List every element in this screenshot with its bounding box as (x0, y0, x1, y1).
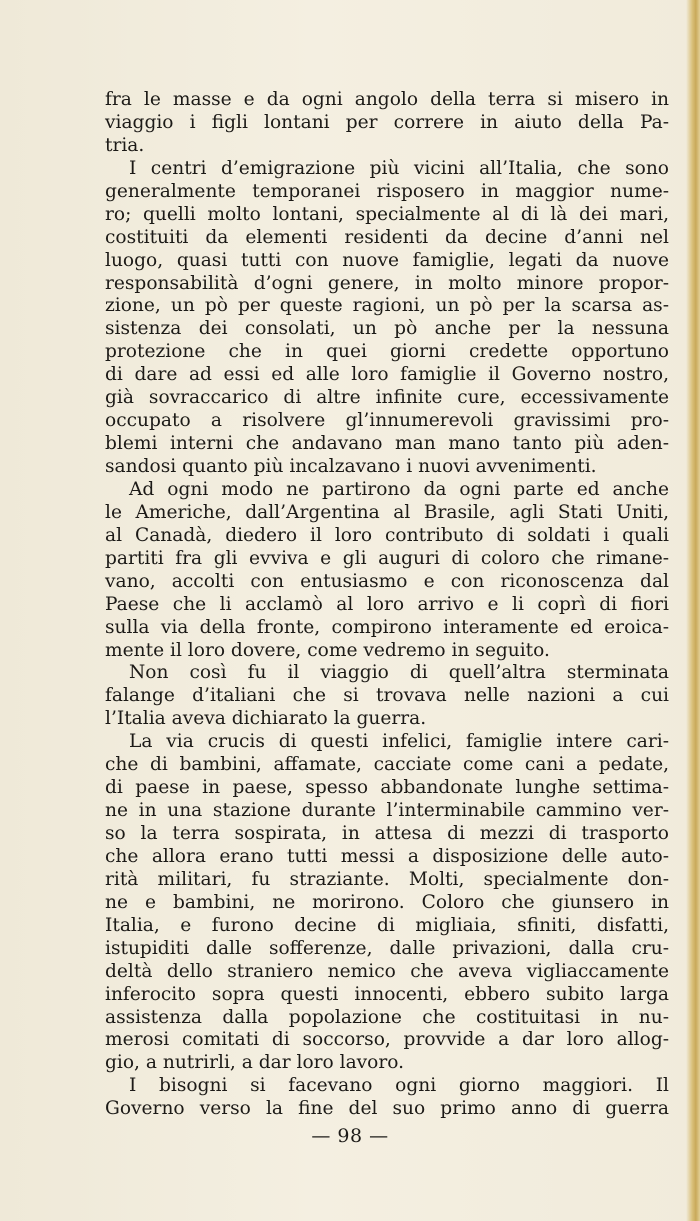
text-line: falange d’italiani che si trovava nelle nazioni a cui (105, 685, 669, 707)
text-line: tria. (105, 134, 145, 156)
text-line: inferocito sopra questi innocenti, ebbero subito larga (105, 983, 669, 1005)
text-line: sandosi quanto più incalzavano i nuovi avvenimenti. (105, 456, 597, 477)
text-line: generalmente temporanei risposero in maggior nume- (105, 180, 669, 202)
text-line: merosi comitati di soccorso, provvide a dar loro allog- (105, 1029, 669, 1051)
page-edge (686, 0, 700, 1221)
text-line: che allora erano tutti messi a disposizione delle auto- (105, 845, 669, 867)
text-line: l’Italia aveva dichiarato la guerra. (105, 708, 427, 730)
text-line: rità militari, fu straziante. Molti, specialmente don- (105, 868, 669, 890)
text-line: gio, a nutrirli, a dar loro lavoro. (105, 1052, 405, 1074)
text-line: sulla via della fronte, compirono interamente ed eroica- (105, 616, 669, 638)
text-line: Governo verso la fine del suo primo anno di guerra (105, 1098, 669, 1120)
text-line: costituiti da elementi residenti da decine d’anni nel (105, 226, 669, 248)
text-line: le Americhe, dall’Argentina al Brasile, agli Stati Uniti, (105, 501, 669, 523)
text-line: assistenza dalla popolazione che costituitasi in nu- (105, 1006, 669, 1028)
text-line: al Canadà, diedero il loro contributo di soldati i quali (105, 524, 669, 546)
body-text (105, 89, 669, 1121)
text-line: luogo, quasi tutti con nuove famiglie, legati da nuove (105, 249, 669, 271)
text-line: responsabilità d’ogni genere, in molto minore propor- (105, 272, 669, 294)
text-line: Paese che li acclamò al loro arrivo e li coprì di fiori (105, 593, 669, 615)
text-line: protezione che in quei giorni credette opportuno (105, 341, 669, 363)
text-line: partiti fra gli evviva e gli auguri di coloro che rimane- (105, 547, 669, 569)
text-line: so la terra sospirata, in attesa di mezzi di trasporto (105, 823, 669, 844)
page-number: — 98 — (311, 1125, 389, 1147)
text-line: I centri d’emigrazione più vicini all’Italia, che sono (129, 157, 669, 179)
text-line: sistenza dei consolati, un pò anche per la nessuna (105, 318, 669, 340)
text-line: ro; quelli molto lontani, specialmente al di là dei mari, (105, 203, 669, 225)
text-line: La via crucis di questi infelici, famiglie intere cari- (129, 731, 669, 753)
text-line: occupato a risolvere gl’innumerevoli gravissimi pro- (105, 410, 669, 432)
text-line: che di bambini, affamate, cacciate come cani a pedate, (105, 754, 669, 776)
text-line: mente il loro dovere, come vedremo in seguito. (105, 639, 550, 661)
text-line: Non così fu il viaggio di quell’altra sterminata (129, 662, 669, 684)
text-line: già sovraccarico di altre infinite cure, eccessivamente (105, 387, 669, 409)
text-line: blemi interni che andavano man mano tanto più aden- (105, 433, 669, 455)
text-line: I bisogni si facevano ogni giorno maggiori. Il (129, 1075, 669, 1097)
text-line: ne in una stazione durante l’interminabile cammino ver- (105, 800, 669, 822)
text-line: viaggio i figli lontani per correre in aiuto della Pa- (105, 111, 669, 133)
text-line: ne e bambini, ne morirono. Coloro che giunsero in (105, 891, 669, 913)
text-line: di paese in paese, spesso abbandonate lunghe settima- (105, 777, 669, 799)
text-line: istupiditi dalle sofferenze, dalle privazioni, dalla cru- (105, 937, 669, 959)
text-line: vano, accolti con entusiasmo e con riconoscenza dal (105, 570, 669, 592)
text-line: zione, un pò per queste ragioni, un pò per la scarsa as- (105, 295, 669, 317)
text-line: di dare ad essi ed alle loro famiglie il Governo nostro, (105, 364, 669, 386)
text-line: deltà dello straniero nemico che aveva vigliaccamente (105, 960, 669, 982)
text-line: Italia, e furono decine di migliaia, sfiniti, disfatti, (105, 914, 669, 936)
text-line: Ad ogni modo ne partirono da ogni parte ed anche (129, 478, 669, 500)
text-line: fra le masse e da ogni angolo della terra si misero in (105, 89, 669, 110)
